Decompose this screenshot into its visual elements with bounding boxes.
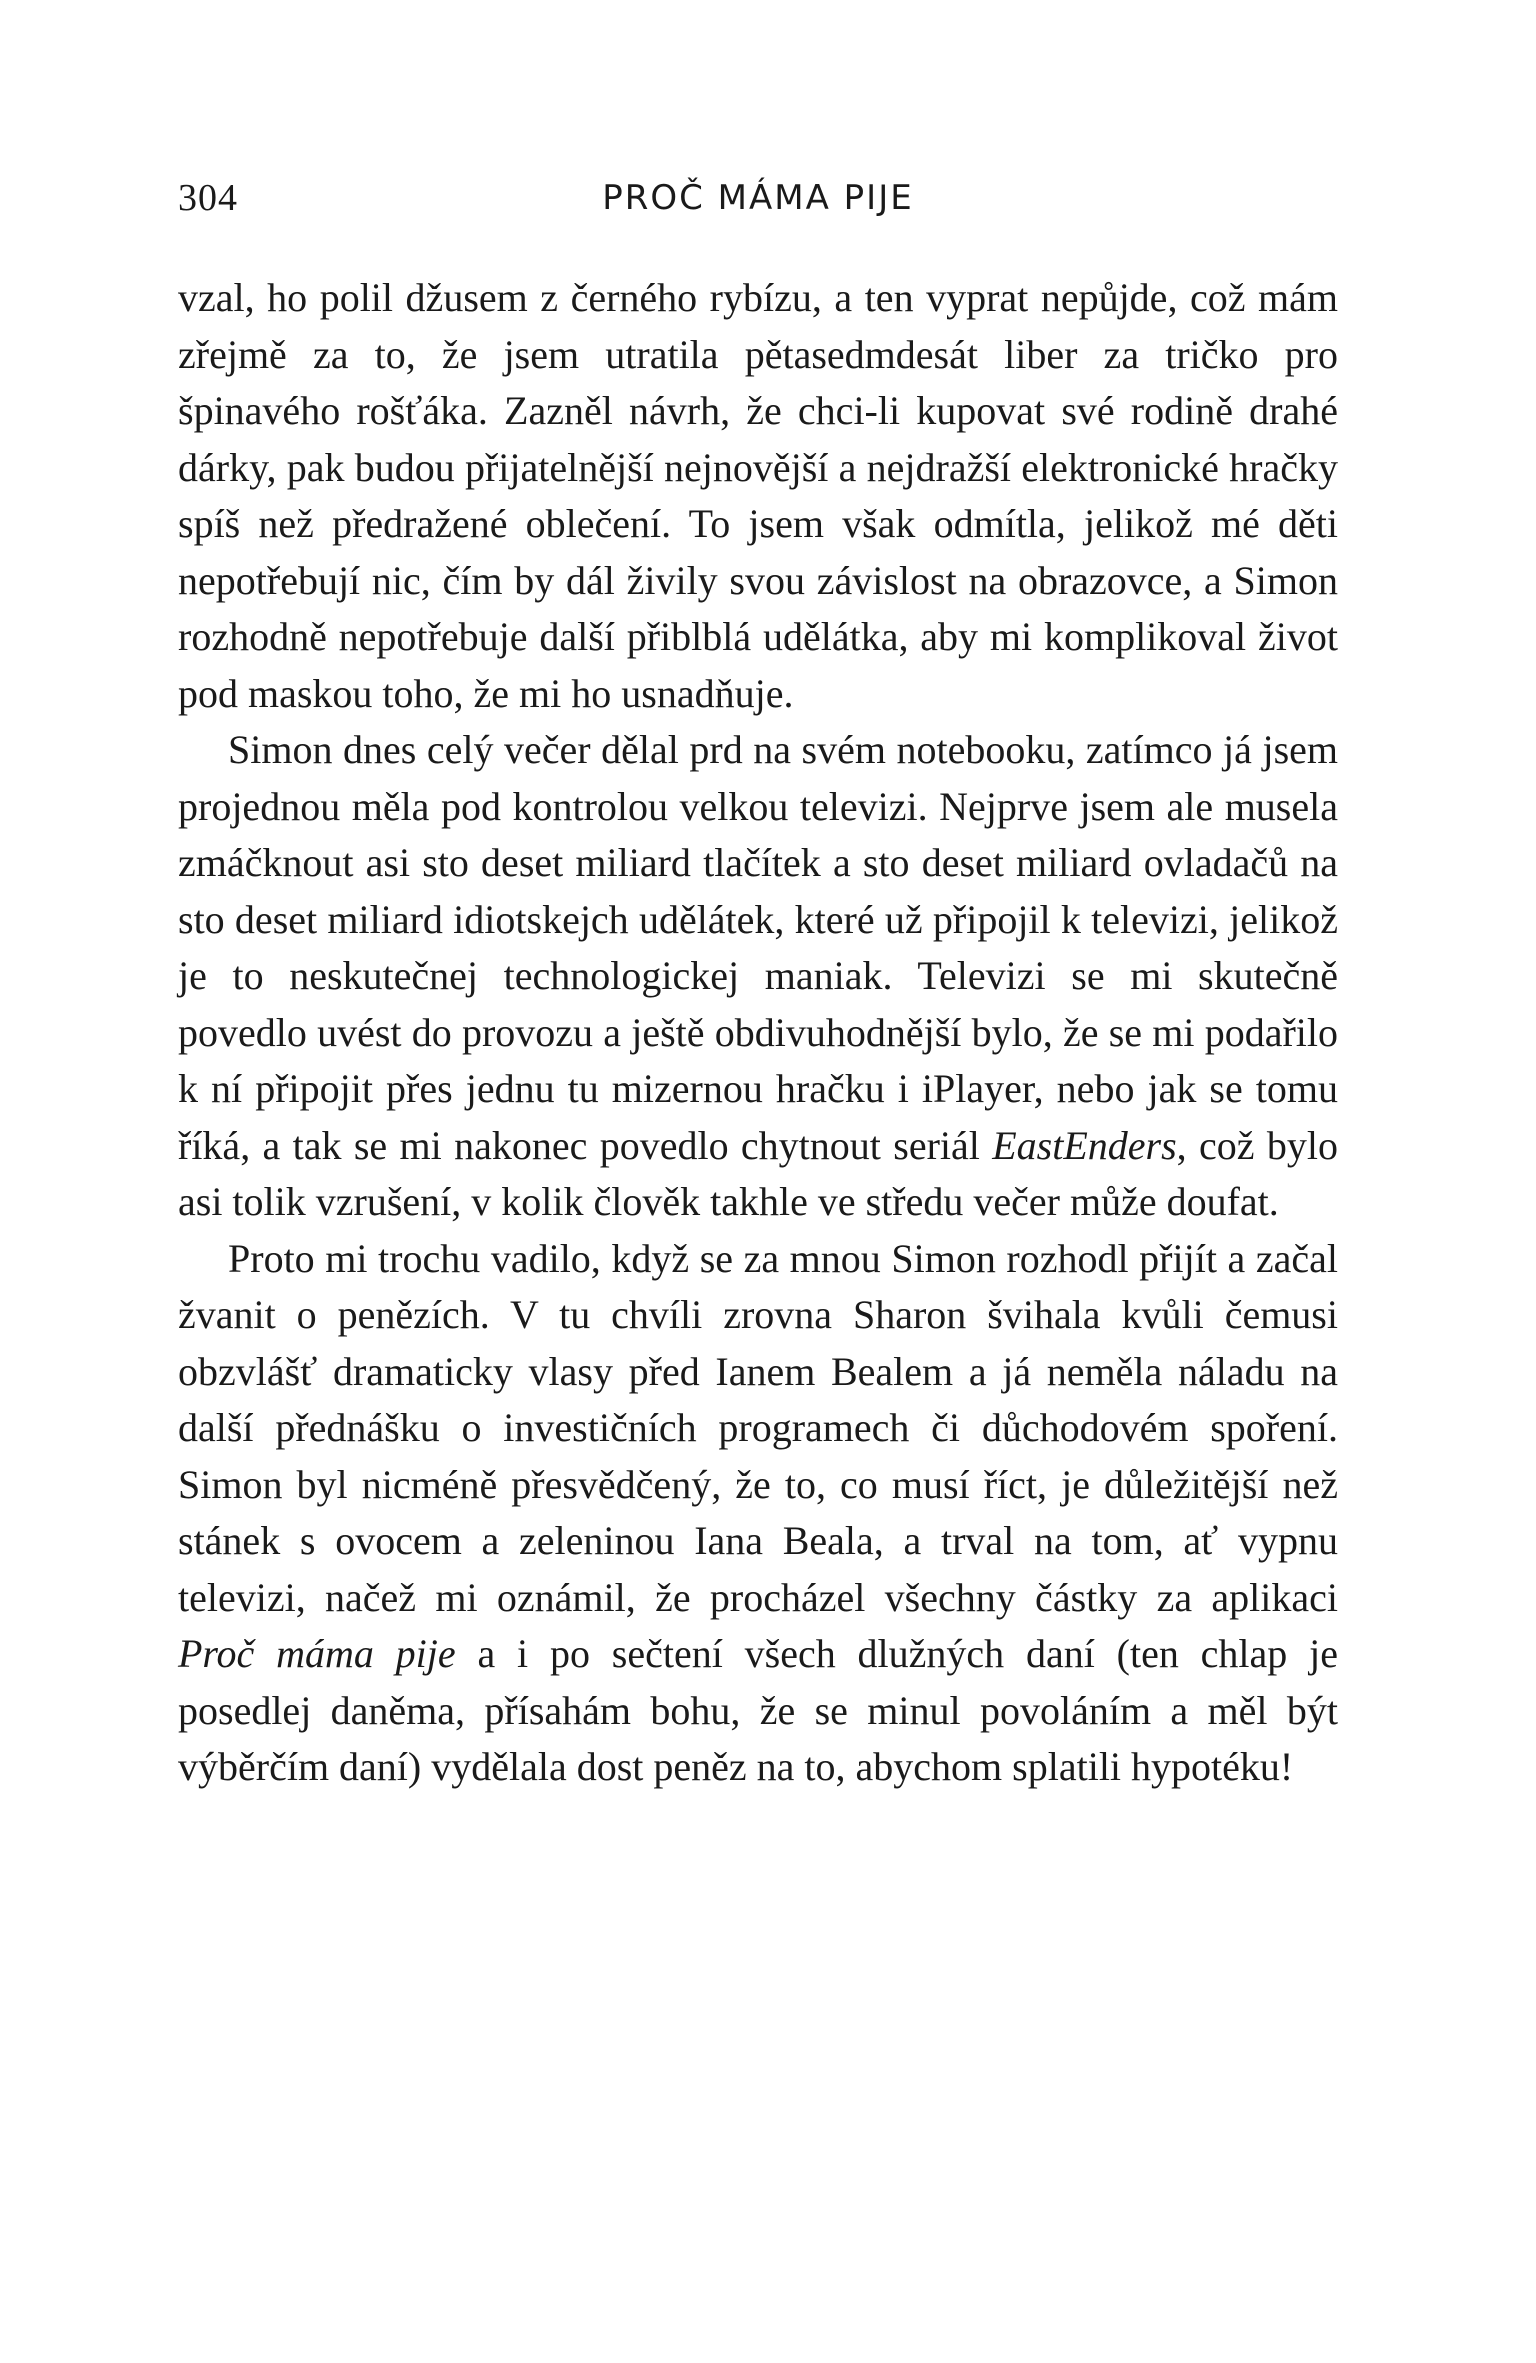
paragraph-3-text-start: Proto mi trochu vadilo, když se za mnou Simon rozhodl přijít a začal žvanit o penězích. V tu chvíli zrovna Sharon švihala kvůli čemusi obzvlášť dramaticky vlasy před Ianem Bealem a já neměla náladu na další přednášku o investičních programech či důchodovém spoření. Simon byl nicméně přesvědčený, že to, co musí říct, je důležitější než stánek s ovocem a zeleninou Iana Beala, a trval na tom, ať vypnu televizi, načež mi oznámil, že procházel všechny částky za aplikaci [178, 1235, 1338, 1620]
paragraph-2-text-start: Simon dnes celý večer dělal prd na svém notebooku, zatímco já jsem projednou měla pod kontrolou velkou televizi. Nejprve jsem ale musela zmáčknout asi sto deset miliard tlačítek a sto deset miliard ovladačů na sto deset miliard idiotskejch udělátek, které už připojil k televizi, jelikož je to neskutečnej technologickej maniak. Televizi se mi skutečně povedlo uvést do provozu a ještě obdivuhodnější bylo, že se mi podařilo k ní připojit přes jednu tu mizernou hračku i iPlayer, nebo jak se tomu říká, a tak se mi nakonec povedlo chytnout seriál [178, 727, 1338, 1168]
paragraph-2-text-end: , což bylo asi tolik vzrušení, v kolik člověk takhle ve středu večer může doufat. [178, 1122, 1338, 1224]
paragraph-3 [178, 1231, 1338, 1796]
paragraph-1-text: vzal, ho polil džusem z černého rybízu, a ten vyprat nepůjde, což mám zřejmě za to, že jsem utratila pětasedmdesát liber za tričko pro špinavého rošťáka. Zazněl návrh, že chci-li kupovat své rodině drahé dárky, pak budou přijatelnější nejnovější a nejdražší elektronické hračky spíš než předražené oblečení. To jsem však odmítla, jelikož mé děti nepotřebují nic, čím by dál živily svou závislost na obrazovce, a Simon rozhodně nepotřebuje další přiblblá udělátka, aby mi komplikoval život pod maskou toho, že mi ho usnadňuje. [178, 275, 1338, 716]
paragraph-2 [178, 722, 1338, 1231]
paragraph-3-app-title: Proč máma pije [178, 1631, 456, 1676]
body-text [178, 270, 1338, 1796]
paragraph-2-series-title: EastEnders [992, 1122, 1177, 1168]
running-header [178, 168, 1338, 228]
paragraph-3-text-end: a i po sečtení všech dlužných daní (ten chlap je posedlej daněma, přísahám bohu, že se minul povoláním a měl být výběrčím daní) vydělala dost peněz na to, abychom splatili hypotéku! [178, 1631, 1338, 1789]
paragraph-1 [178, 270, 1338, 722]
book-title: PROČ MÁMA PIJE [602, 178, 914, 218]
page-number: 304 [178, 177, 238, 219]
